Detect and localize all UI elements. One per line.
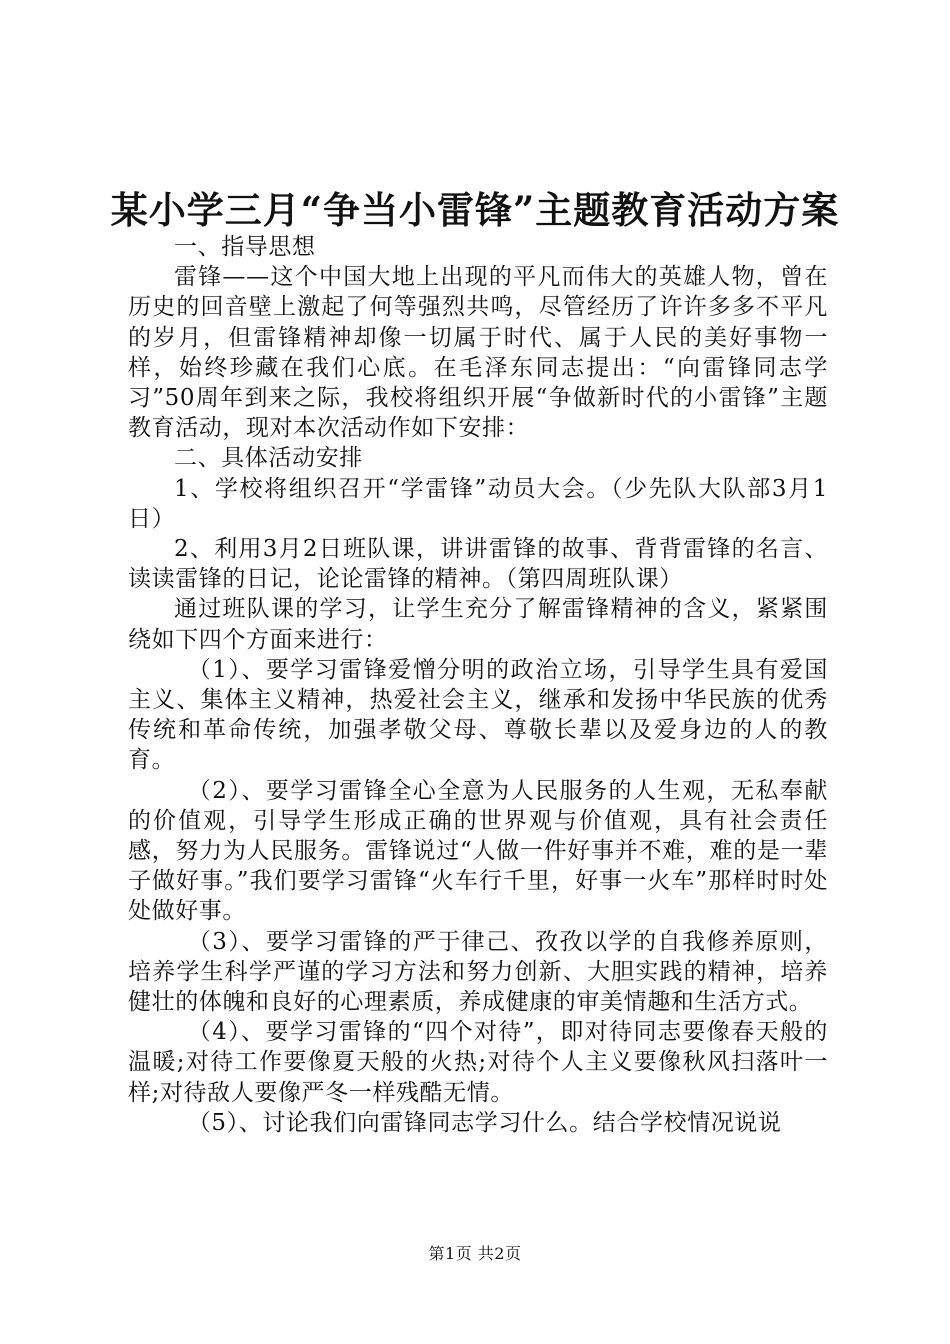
paragraph-point-2: （2）、要学习雷锋全心全意为人民服务的人生观，无私奉献的价值观，引导学生形成正确的世界观与价值观，具有社会责任感，努力为人民服务。雷锋说过“人做一件好事并不难，难的是一辈子做好事。”我们要学习雷锋“火车行千里，好事一火车”那样时时处处做好事。	[128, 777, 828, 925]
paragraph-point-3: （3）、要学习雷锋的严于律己、孜孜以学的自我修养原则，培养学生科学严谨的学习方法和努力创新、大胆实践的精神，培养健壮的体魄和良好的心理素质，养成健康的审美情趣和生活方式。	[128, 928, 828, 1016]
paragraph-class-study: 通过班队课的学习，让学生充分了解雷锋精神的含义，紧紧围绕如下四个方面来进行：	[128, 596, 828, 653]
document-body	[128, 232, 828, 1138]
page-footer: 第1页 共2页	[428, 1244, 522, 1263]
section-heading-activity-plan: 二、具体活动安排	[174, 445, 363, 472]
section-heading-guiding-thought: 一、指导思想	[174, 234, 316, 260]
paragraph-intro: 雷锋——这个中国大地上出现的平凡而伟大的英雄人物，曾在历史的回音壁上激起了何等强烈共鸣，尽管经历了许许多多不平凡的岁月，但雷锋精神却像一切属于时代、属于人民的美好事物一样，始终珍藏在我们心底。在毛泽东同志提出：“向雷锋同志学习”50周年到来之际，我校将组织开展“争做新时代的小雷锋”主题教育活动，现对本次活动作如下安排：	[128, 264, 828, 442]
paragraph-item-1: 1、学校将组织召开“学雷锋”动员大会。（少先队大队部3月1日）	[128, 475, 828, 532]
paragraph-item-2: 2、利用3月2日班队课，讲讲雷锋的故事、背背雷锋的名言、读读雷锋的日记，论论雷锋的精神。（第四周班队课）	[128, 536, 828, 593]
paragraph-point-5: （5）、讨论我们向雷锋同志学习什么。结合学校情况说说	[187, 1109, 782, 1136]
paragraph-point-1: （1）、要学习雷锋爱憎分明的政治立场，引导学生具有爱国主义、集体主义精神，热爱社会主义，继承和发扬中华民族的优秀传统和革命传统，加强孝敬父母、尊敬长辈以及爱身边的人的教育。	[128, 656, 828, 774]
paragraph-point-4: （4）、要学习雷锋的“四个对待”，即对待同志要像春天般的温暖;对待工作要像夏天般的火热;对待个人主义要像秋风扫落叶一样;对待敌人要像严冬一样残酷无情。	[128, 1019, 828, 1106]
document-title: 某小学三月“争当小雷锋”主题教育活动方案	[110, 188, 840, 232]
